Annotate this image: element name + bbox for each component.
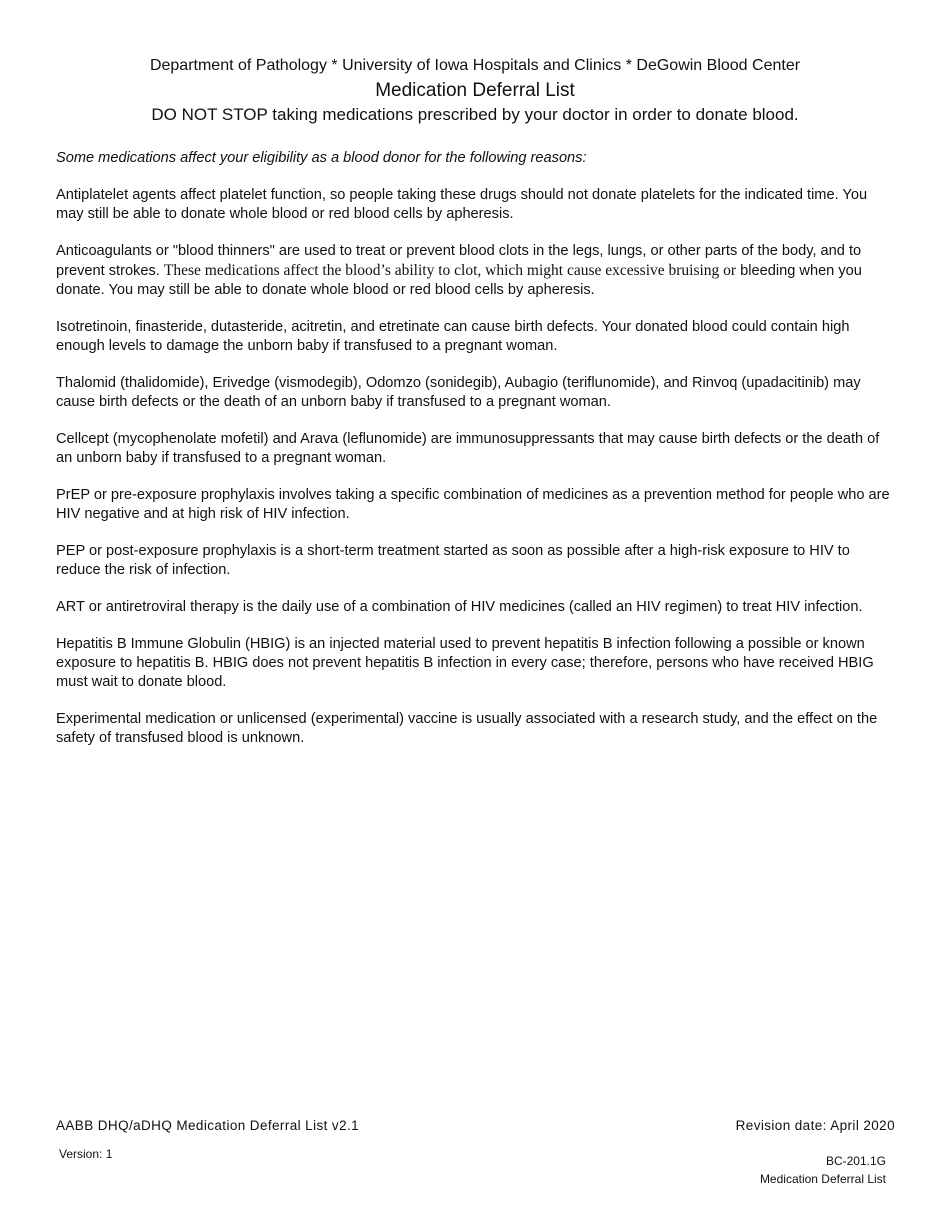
paragraph-prep: PrEP or pre-exposure prophylaxis involves taking a specific combination of medicines as a prevention method for people who are HIV negative and at high risk of HIV infection. <box>56 487 890 522</box>
paragraph-pep: PEP or post-exposure prophylaxis is a short-term treatment started as soon as possible after a high-risk exposure to HIV to reduce the risk of infection. <box>56 543 850 578</box>
footer-revision-date: Revision date: April 2020 <box>735 1118 895 1133</box>
department-line: Department of Pathology * University of Iowa Hospitals and Clinics * DeGowin Blood Center <box>149 57 801 74</box>
document-header <box>0 55 950 126</box>
page-title: Medication Deferral List <box>375 80 575 101</box>
document-body <box>56 149 898 766</box>
form-name: Medication Deferral List <box>759 1172 886 1186</box>
footer-list-version: AABB DHQ/aDHQ Medication Deferral List v2.1 <box>56 1118 360 1133</box>
footer-version: Version: 1 <box>59 1147 113 1161</box>
paragraph-antiplatelet: Antiplatelet agents affect platelet function, so people taking these drugs should not donate platelets for the indicated time. You may still be able to donate whole blood or red blood cells by apheresis. <box>56 187 868 222</box>
intro-text: Some medications affect your eligibility as a blood donor for the following reasons: <box>56 150 587 166</box>
paragraph-experimental: Experimental medication or unlicensed (experimental) vaccine is usually associated with a research study, and the effect on the safety of transfused blood is unknown. <box>56 711 878 746</box>
paragraph-cellcept: Cellcept (mycophenolate mofetil) and Arava (leflunomide) are immunosuppressants that may cause birth defects or the death of an unborn baby if transfused to a pregnant woman. <box>56 431 880 466</box>
footer-form-code-block <box>760 1152 886 1188</box>
anticoagulants-text-3: bleeding when you donate. You may still be able to donate whole blood or red blood cells by apheresis. <box>56 263 862 298</box>
paragraph-anticoagulants <box>56 242 898 300</box>
form-code: BC-201.1G <box>825 1154 886 1168</box>
paragraph-hbig: Hepatitis B Immune Globulin (HBIG) is an injected material used to prevent hepatitis B infection following a possible or known exposure to hepatitis B. HBIG does not prevent hepatitis B infection in every case; therefore, persons who have received HBIG must wait to donate blood. <box>56 636 874 690</box>
anticoagulants-text-2: These medications affect the blood’s ability to clot, which might cause excessive bruising or <box>163 262 737 279</box>
paragraph-thalomid: Thalomid (thalidomide), Erivedge (vismodegib), Odomzo (sonidegib), Aubagio (teriflunomide), and Rinvoq (upadacitinib) may cause birth defects or the death of an unborn baby if transfused to a pregnant woman. <box>56 375 861 410</box>
warning-line: DO NOT STOP taking medications prescribed by your doctor in order to donate blood. <box>151 105 799 124</box>
anticoagulants-text-1: Anticoagulants or "blood thinners" are used to treat or prevent blood clots in the legs, lungs, or other parts of the body, and to prevent strokes. <box>56 243 862 279</box>
paragraph-isotretinoin: Isotretinoin, finasteride, dutasteride, acitretin, and etretinate can cause birth defects. Your donated blood could contain high enough levels to damage the unborn baby if transfused to a pregnant woman. <box>56 319 850 354</box>
paragraph-art: ART or antiretroviral therapy is the daily use of a combination of HIV medicines (called an HIV regimen) to treat HIV infection. <box>56 599 863 615</box>
